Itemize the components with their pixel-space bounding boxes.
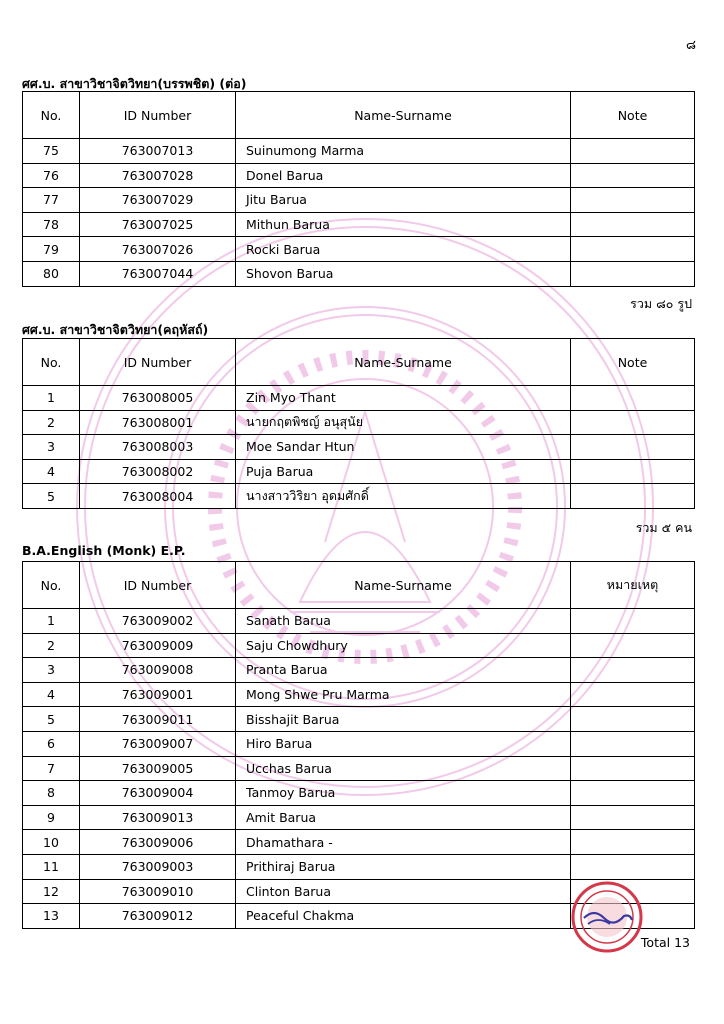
column-header-name: Name-Surname [236,562,571,609]
cell-no: 4 [23,682,80,707]
cell-id: 763009011 [80,707,236,732]
column-header-no: No. [23,562,80,609]
table-row [23,484,695,509]
table-row [23,386,695,411]
cell-note [571,830,695,855]
cell-id: 763009009 [80,633,236,658]
cell-name: Suinumong Marma [236,139,571,164]
cell-name: Donel Barua [236,163,571,188]
cell-note [571,139,695,164]
cell-note [571,805,695,830]
cell-note [571,731,695,756]
cell-note [571,163,695,188]
cell-note [571,781,695,806]
cell-name: Mong Shwe Pru Marma [236,682,571,707]
table-row [23,435,695,460]
table-row [23,212,695,237]
cell-no: 10 [23,830,80,855]
table-psychology-lay [22,338,695,509]
cell-name: Shovon Barua [236,261,571,286]
cell-name: Sanath Barua [236,609,571,634]
table-row [23,805,695,830]
cell-note [571,188,695,213]
cell-note [571,484,695,509]
section-summary: Total 13 [640,935,690,950]
table-row [23,854,695,879]
cell-no: 6 [23,731,80,756]
cell-note [571,386,695,411]
cell-name: Bisshajit Barua [236,707,571,732]
cell-no: 3 [23,435,80,460]
cell-name: Jitu Barua [236,188,571,213]
page-number: ๘ [685,38,696,53]
cell-id: 763009012 [80,904,236,929]
cell-id: 763009002 [80,609,236,634]
cell-id: 763009003 [80,854,236,879]
cell-note [571,261,695,286]
cell-no: 2 [23,410,80,435]
table-header-row [23,339,695,386]
section-title-psychology-monk: ศศ.บ. สาขาวิชาจิตวิทยา(บรรพชิต) (ต่อ) [22,76,247,91]
column-header-id: ID Number [80,562,236,609]
cell-note [571,410,695,435]
cell-name: Hiro Barua [236,731,571,756]
cell-no: 13 [23,904,80,929]
cell-note [571,854,695,879]
table-row [23,163,695,188]
cell-id: 763009005 [80,756,236,781]
cell-id: 763007026 [80,237,236,262]
table-row [23,237,695,262]
cell-name: Saju Chowdhury [236,633,571,658]
column-header-id: ID Number [80,92,236,139]
section-summary: รวม ๘๐ รูป [630,296,692,311]
cell-id: 763008003 [80,435,236,460]
cell-no: 5 [23,484,80,509]
cell-id: 763007044 [80,261,236,286]
table-row [23,609,695,634]
cell-id: 763009007 [80,731,236,756]
cell-id: 763007029 [80,188,236,213]
cell-no: 1 [23,386,80,411]
cell-id: 763009004 [80,781,236,806]
table-row [23,707,695,732]
table-row [23,781,695,806]
table-header-row [23,92,695,139]
cell-no: 76 [23,163,80,188]
cell-name: Puja Barua [236,459,571,484]
column-header-name: Name-Surname [236,339,571,386]
column-header-no: No. [23,339,80,386]
cell-note [571,435,695,460]
red-official-stamp-icon [570,880,644,954]
cell-id: 763009001 [80,682,236,707]
column-header-id: ID Number [80,339,236,386]
cell-no: 2 [23,633,80,658]
cell-note [571,212,695,237]
cell-name: Moe Sandar Htun [236,435,571,460]
cell-no: 12 [23,879,80,904]
cell-no: 3 [23,658,80,683]
table-row [23,682,695,707]
cell-no: 9 [23,805,80,830]
table-header-row [23,562,695,609]
table-row [23,459,695,484]
cell-name: Mithun Barua [236,212,571,237]
cell-id: 763009006 [80,830,236,855]
cell-name: นายกฤตพิชญ์ อนุสุนัย [236,410,571,435]
cell-no: 8 [23,781,80,806]
cell-note [571,658,695,683]
section-summary: รวม ๕ คน [635,520,692,535]
cell-no: 77 [23,188,80,213]
cell-id: 763009008 [80,658,236,683]
column-header-note: หมายเหตุ [571,562,695,609]
cell-no: 80 [23,261,80,286]
cell-name: นางสาววิริยา อุดมศักดิ์ [236,484,571,509]
column-header-no: No. [23,92,80,139]
table-row [23,261,695,286]
table-row [23,756,695,781]
cell-no: 5 [23,707,80,732]
cell-no: 4 [23,459,80,484]
cell-name: Prithiraj Barua [236,854,571,879]
table-row [23,658,695,683]
cell-no: 11 [23,854,80,879]
cell-id: 763009010 [80,879,236,904]
cell-id: 763007013 [80,139,236,164]
cell-name: Clinton Barua [236,879,571,904]
cell-id: 763007028 [80,163,236,188]
section-title-english-monk: B.A.English (Monk) E.P. [22,543,186,558]
table-english-monk [22,561,695,929]
cell-no: 78 [23,212,80,237]
cell-no: 79 [23,237,80,262]
cell-note [571,682,695,707]
column-header-name: Name-Surname [236,92,571,139]
column-header-note: Note [571,339,695,386]
cell-id: 763008002 [80,459,236,484]
cell-name: Zin Myo Thant [236,386,571,411]
cell-note [571,756,695,781]
cell-note [571,609,695,634]
cell-note [571,459,695,484]
cell-id: 763007025 [80,212,236,237]
cell-note [571,707,695,732]
table-row [23,188,695,213]
cell-id: 763008004 [80,484,236,509]
table-row [23,139,695,164]
cell-note [571,633,695,658]
cell-id: 763008001 [80,410,236,435]
cell-id: 763008005 [80,386,236,411]
cell-note [571,237,695,262]
column-header-note: Note [571,92,695,139]
section-title-psychology-lay: ศศ.บ. สาขาวิชาจิตวิทยา(คฤหัสถ์) [22,322,209,337]
cell-no: 7 [23,756,80,781]
cell-name: Tanmoy Barua [236,781,571,806]
cell-name: Pranta Barua [236,658,571,683]
table-row [23,410,695,435]
cell-name: Rocki Barua [236,237,571,262]
table-row [23,830,695,855]
cell-name: Peaceful Chakma [236,904,571,929]
cell-no: 1 [23,609,80,634]
cell-name: Amit Barua [236,805,571,830]
cell-id: 763009013 [80,805,236,830]
cell-name: Ucchas Barua [236,756,571,781]
table-row [23,731,695,756]
cell-name: Dhamathara - [236,830,571,855]
cell-no: 75 [23,139,80,164]
table-row [23,633,695,658]
table-psychology-monk [22,91,695,287]
